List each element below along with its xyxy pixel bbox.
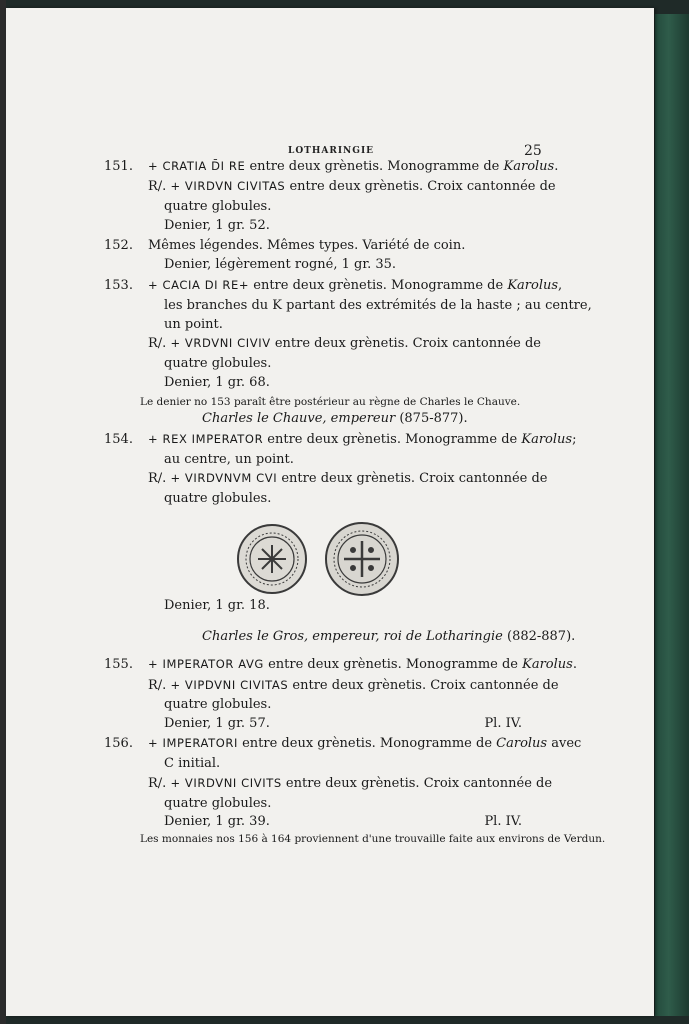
description-text: entre deux grènetis. Monogramme de <box>249 278 508 293</box>
body-text: quatre globules. <box>164 199 272 214</box>
line-content <box>164 375 270 390</box>
line-content <box>104 736 582 751</box>
legend-caps: + VIRDVN CIVITAS <box>170 179 286 193</box>
entry-number: 151. <box>104 159 133 174</box>
coin-illustration <box>234 520 402 598</box>
body-text: Denier, 1 gr. 18. <box>164 598 270 613</box>
body-text: Denier, 1 gr. 57. <box>164 716 270 731</box>
description-text: entre deux grènetis. Croix cantonnée de <box>277 471 548 486</box>
description-text: entre deux grènetis. Croix cantonnée de <box>288 678 559 693</box>
legend-caps: + CACIA DI RE+ <box>148 278 250 292</box>
body-text: quatre globules. <box>164 796 272 811</box>
line-content <box>148 776 552 791</box>
punctuation: ; <box>572 432 577 447</box>
description-text: entre deux grènetis. Croix cantonnée de <box>285 179 556 194</box>
line-content <box>202 411 468 426</box>
description-text: entre deux grènetis. Monogramme de <box>263 432 522 447</box>
body-text: Denier, 1 gr. 68. <box>164 375 270 390</box>
legend-caps: + REX IMPERATOR <box>148 432 264 446</box>
plate-reference: Pl. IV. <box>484 814 522 829</box>
legend-caps: + IMPERATORI <box>148 736 238 750</box>
section-dates: (882-887). <box>502 629 576 644</box>
line-content <box>164 218 270 233</box>
legend-caps: + IMPERATOR AVG <box>148 657 264 671</box>
line-content <box>202 629 575 644</box>
plate-reference: Pl. IV. <box>484 716 522 731</box>
book-cover-edge <box>655 14 689 1016</box>
italic-name: Karolus <box>507 278 559 293</box>
line-content <box>164 598 270 613</box>
book-page <box>6 8 654 1016</box>
punctuation: avec <box>547 736 582 751</box>
description-text: entre deux grènetis. Croix cantonnée de <box>281 776 553 791</box>
running-header: LOTHARINGIE <box>288 146 375 156</box>
line-content <box>164 356 271 371</box>
body-text: C initial. <box>164 756 221 771</box>
description-text: entre deux grènetis. Monogramme de <box>263 657 523 672</box>
line-content <box>164 491 271 506</box>
page-number: 25 <box>524 143 542 159</box>
italic-name: Karolus <box>521 432 573 447</box>
entry-number: 152. <box>104 238 133 253</box>
line-content <box>148 179 556 194</box>
description-text: entre deux grènetis. Monogramme de <box>245 159 504 174</box>
line-content <box>164 298 592 313</box>
line-content <box>164 697 271 712</box>
line-content <box>164 317 223 332</box>
description-text: entre deux grènetis. Monogramme de <box>237 736 497 751</box>
line-content <box>140 831 605 846</box>
body-text: quatre globules. <box>164 491 272 506</box>
line-content <box>164 814 270 829</box>
line-content <box>164 716 270 731</box>
body-text: Denier, 1 gr. 39. <box>164 814 270 829</box>
reverse-mark: R/. <box>148 179 171 194</box>
line-content <box>164 452 294 467</box>
body-text: Mêmes légendes. Mêmes types. Variété de coin. <box>148 238 466 253</box>
line-content <box>148 678 559 693</box>
line-content <box>104 432 577 447</box>
italic-name: Karolus <box>503 159 555 174</box>
line-content <box>104 278 563 293</box>
line-content <box>164 257 396 272</box>
section-heading: Charles le Chauve, empereur <box>202 411 396 426</box>
body-text: un point. <box>164 317 223 332</box>
italic-name: Carolus <box>496 736 548 751</box>
reverse-mark: R/. <box>148 776 171 791</box>
body-text: quatre globules. <box>164 697 272 712</box>
entry-number: 156. <box>104 736 133 751</box>
legend-caps: + VRDVNI CIVIV <box>170 336 271 350</box>
legend-caps: + VIPDVNI CIVITAS <box>170 678 289 692</box>
reverse-mark: R/. <box>148 471 171 486</box>
punctuation: . <box>572 657 577 672</box>
coin-obverse <box>238 525 306 593</box>
punctuation: . <box>554 159 559 174</box>
entry-number: 153. <box>104 278 133 293</box>
reverse-mark: R/. <box>148 336 171 351</box>
entry-number: 154. <box>104 432 133 447</box>
line-content <box>148 471 548 486</box>
legend-caps: + CRATIA D̄I RE <box>148 159 246 173</box>
footnote-text: Le denier no 153 paraît être postérieur au règne de Charles le Chauve. <box>140 396 521 408</box>
footnote-text: Les monnaies nos 156 à 164 proviennent d'une trouvaille faite aux environs de Verdun. <box>140 833 606 845</box>
line-content <box>164 796 271 811</box>
body-text: Denier, 1 gr. 52. <box>164 218 270 233</box>
body-text: quatre globules. <box>164 356 272 371</box>
line-content <box>164 756 220 771</box>
section-dates: (875-877). <box>395 411 468 426</box>
coin-reverse <box>326 523 398 595</box>
body-text: les branches du K partant des extrémités de la haste ; au centre, <box>164 298 592 313</box>
line-content <box>104 657 577 672</box>
body-text: Denier, légèrement rogné, 1 gr. 35. <box>164 257 397 272</box>
line-content <box>104 159 559 174</box>
entry-number: 155. <box>104 657 133 672</box>
body-text: au centre, un point. <box>164 452 294 467</box>
line-content <box>164 199 271 214</box>
line-content <box>148 336 541 351</box>
legend-caps: + VIRDVNI CIVITS <box>170 776 282 790</box>
italic-name: Karolus <box>522 657 573 672</box>
reverse-mark: R/. <box>148 678 171 693</box>
punctuation: , <box>558 278 563 293</box>
legend-caps: + VIRDVNVM CVI <box>170 471 278 485</box>
line-content <box>104 238 466 253</box>
description-text: entre deux grènetis. Croix cantonnée de <box>270 336 541 351</box>
line-content <box>140 394 520 409</box>
section-heading: Charles le Gros, empereur, roi de Lotharingie <box>202 629 503 644</box>
